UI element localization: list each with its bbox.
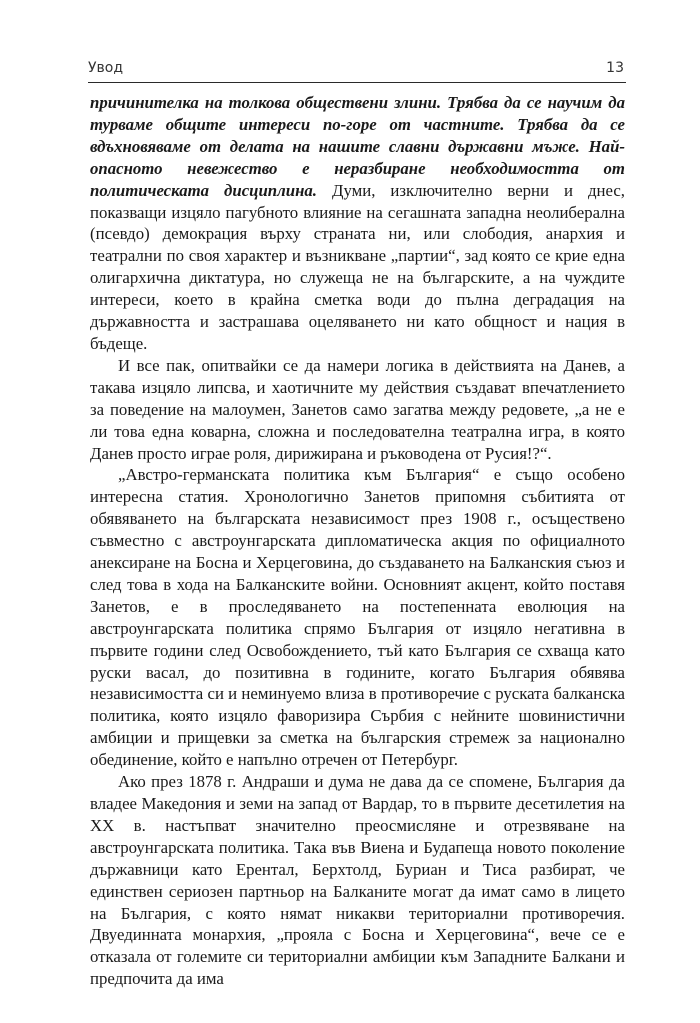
paragraph-4: Ако през 1878 г. Андраши и дума не дава да се спомене, България да владее Македония и земи на запад от Вардар, то в първите десетилетия на XX в. настъпват значително преосмисляне и отрезвяване на австроунгарската политика. Така във Виена и Будапеща новото поколение държавници като Ерентал, Берхтолд, Буриан и Тиса разбират, че единствен сериозен партньор на Балканите могат да имат само в лицето на България, с която нямат никакви териториални противоречия. Двуединната монархия, „прояла с Босна и Херцеговина“, вече се е отказала от големите си териториални амбиции към Западните Балкани и предпочита да има: [90, 772, 625, 989]
page-number: 13: [606, 60, 624, 76]
header-rule: [88, 82, 626, 83]
paragraph-3: „Австро-германската политика към България“ е също особено интересна статия. Хронологично Занетов припомня събитията от обявяването на българската независимост през 1908 г., осъществено съвместно с австроунгарската дипломатическа акция по официалното анексиране на Босна и Херцеговина, до създаването на Балканския съюз и след това в хода на Балканските войни. Основният акцент, който поставя Занетов, е в проследяването на постепенната еволюция на австроунгарската политика спрямо България от изцяло негативна в първите години след Освобождението, тъй като България се схваща като руски васал, до позитивна в годините, когато България обявява независимостта си и неминуемо влиза в противоречие с руската балканска политика, която изцяло фаворизира Сърбия с нейните шовинистични амбиции и прищевки за сметка на българския стремеж за национално обединение, който е напълно отречен от Петербург.: [90, 465, 625, 770]
paragraph-2: И все пак, опитвайки се да намери логика в действията на Данев, а такава изцяло липсва, и хаотичните му действия създават впечатлението за поведение на малоумен, Занетов само загатва между редовете, „а не е ли това една коварна, сложна и последователна театрална игра, в която Данев просто играе роля, дирижирана и ръководена от Русия!?“.: [90, 355, 625, 463]
bold-quote: причинителка на толкова обществени злини. Трябва да се научим да турваме общите интереси по-горе от частните. Трябва да се вдъхновяваме от делата на нашите славни държавни мъже. Най-опасното невежество е неразбиране необходимостта от политическата дисциплина.: [90, 93, 625, 200]
running-header: [88, 60, 624, 82]
paragraph-1-text: Думи, изключително верни и днес, показващи изцяло пагубното влияние на сегашната западна неолиберална (псевдо) демокрация върху страната ни, или слободия, анархия и театрални по своя характер и възникване „партии“, зад която се крие една олигархична диктатура, но служеща не на българските, а на чуждите интереси, което в крайна сметка води до пълна деградация на държавността и застрашава оцеляването ни като общност и нация в бъдеще.: [90, 180, 625, 353]
paragraph-1: [90, 92, 625, 355]
section-title: Увод: [88, 60, 124, 76]
body-text: [90, 92, 625, 990]
